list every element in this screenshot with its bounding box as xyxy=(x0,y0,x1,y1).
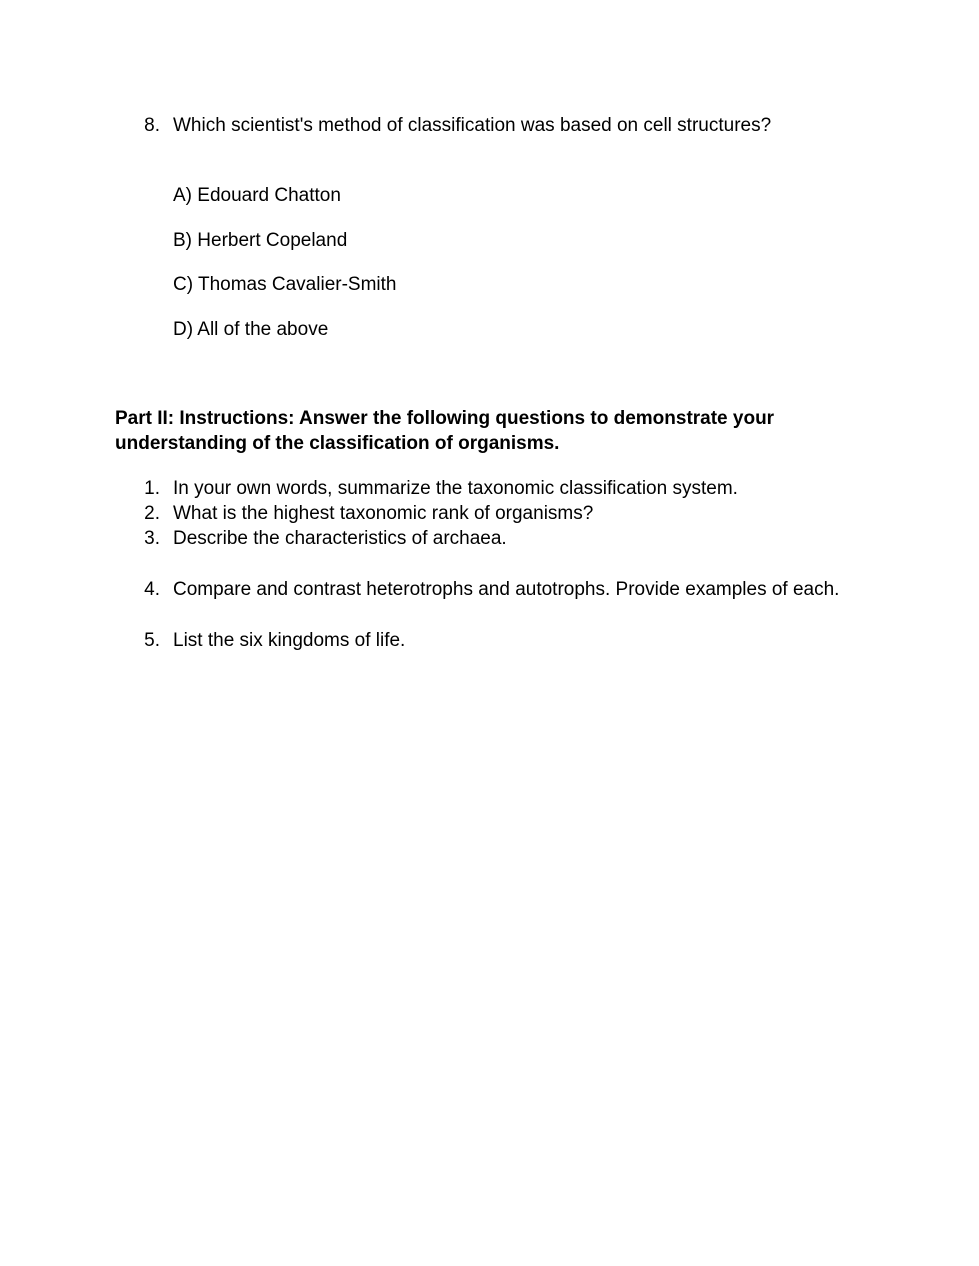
list-item-text: What is the highest taxonomic rank of organisms? xyxy=(173,503,594,524)
question-text: Which scientist's method of classification was based on cell structures? xyxy=(173,115,772,136)
option-c: C) Thomas Cavalier-Smith xyxy=(173,274,397,295)
list-item-text: Compare and contrast heterotrophs and autotrophs. Provide examples of each. xyxy=(173,579,840,600)
list-item-text: Describe the characteristics of archaea. xyxy=(173,528,507,549)
list-item-text: List the six kingdoms of life. xyxy=(173,630,406,651)
list-item-number: 2. xyxy=(144,503,160,524)
list-item-number: 4. xyxy=(144,579,160,600)
list-item-number: 3. xyxy=(144,528,160,549)
option-a: A) Edouard Chatton xyxy=(173,185,341,206)
list-item-text: In your own words, summarize the taxonomic classification system. xyxy=(173,478,738,499)
option-d: D) All of the above xyxy=(173,319,329,340)
part2-heading-line1: Part II: Instructions: Answer the following questions to demonstrate your xyxy=(115,408,775,429)
question-number: 8. xyxy=(144,115,160,136)
option-b: B) Herbert Copeland xyxy=(173,230,348,251)
list-item-number: 1. xyxy=(144,478,160,499)
part2-heading-line2: understanding of the classification of organisms. xyxy=(115,433,560,454)
list-item-number: 5. xyxy=(144,630,160,651)
